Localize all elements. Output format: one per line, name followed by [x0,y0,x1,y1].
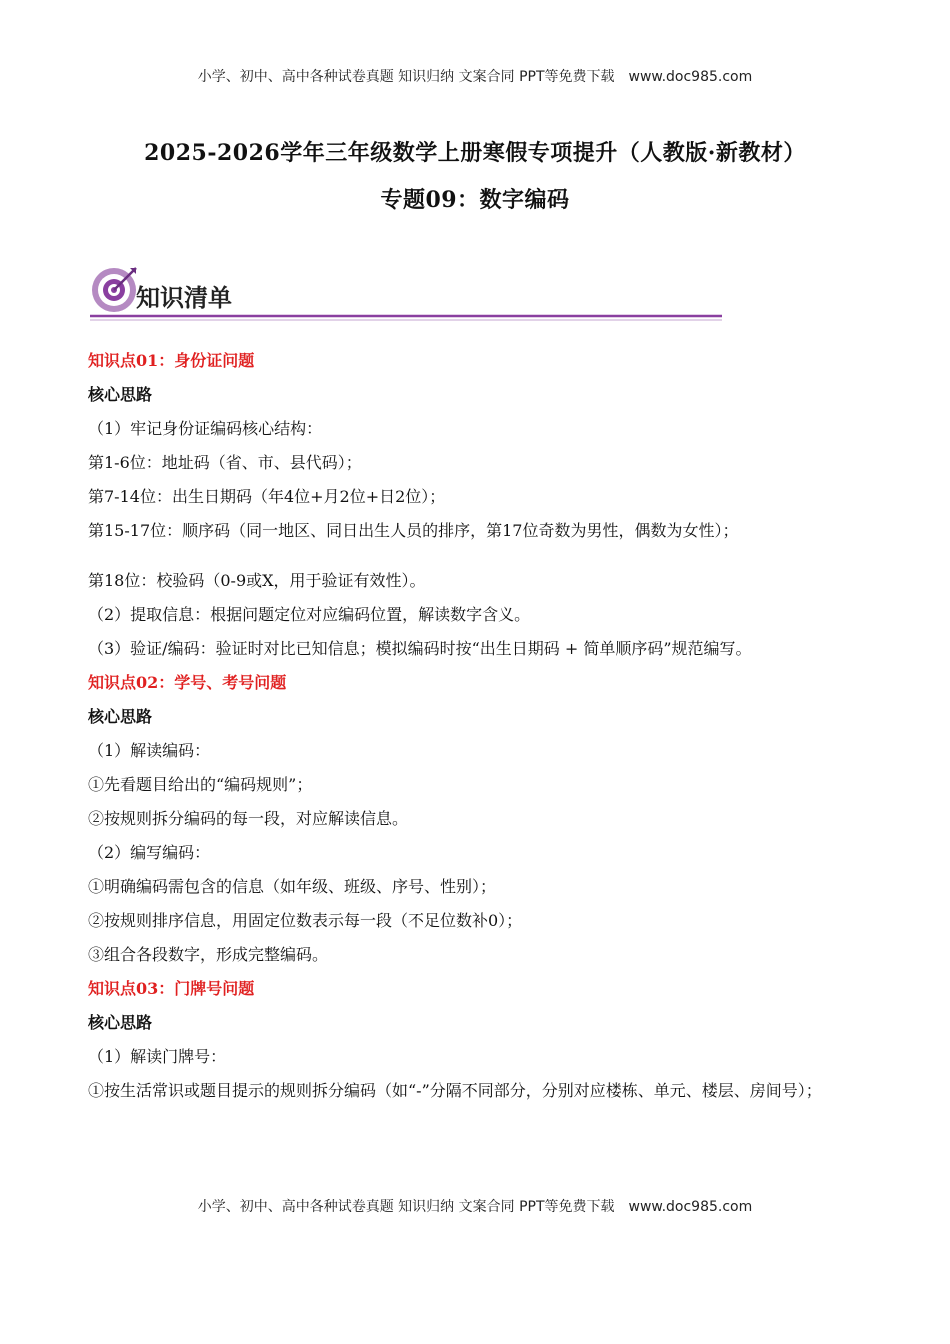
kp1-line: （2）提取信息：根据问题定位对应编码位置，解读数字含义。 [88,605,531,624]
footer-text: 小学、初中、高中各种试卷真题 知识归纳 文案合同 PPT等免费下载 [197,1199,615,1215]
kp3-line: ①按生活常识或题目提示的规则拆分编码（如“-”分隔不同部分，分别对应楼栋、单元、楼层、房间号）； [88,1081,822,1100]
kp2-line: ②按规则排序信息，用固定位数表示每一段（不足位数补0）； [88,911,523,930]
kp3-core: 核心思路 [88,1013,153,1032]
kp1-line: （3）验证/编码：验证时对比已知信息；模拟编码时按“出生日期码 + 简单顺序码”规范编写。 [88,639,752,658]
kp2-line: ①明确编码需包含的信息（如年级、班级、序号、性别）； [88,877,497,896]
kp2-line: （1）解读编码： [88,741,211,760]
header-text: 小学、初中、高中各种试卷真题 知识归纳 文案合同 PPT等免费下载 [197,69,615,85]
kp2-line: ②按规则拆分编码的每一段，对应解读信息。 [88,809,409,828]
kp2-heading: 知识点02：学号、考号问题 [88,673,287,692]
kp1-line: 第7-14位：出生日期码（年4位+月2位+日2位）； [88,487,446,506]
kp1-line: 第15-17位：顺序码（同一地区、同日出生人员的排序，第17位奇数为男性，偶数为女性）； [88,521,739,540]
kp2-line: （2）编写编码： [88,843,211,862]
kp1-line: 第1-6位：地址码（省、市、县代码）； [88,453,362,472]
document-title: 2025-2026学年三年级数学上册寒假专项提升（人教版·新教材） [144,140,806,166]
target-icon [92,268,136,312]
document-subtitle: 专题09：数字编码 [380,187,570,213]
kp1-heading: 知识点01：身份证问题 [88,351,255,370]
kp1-line: 第18位：校验码（0-9或X，用于验证有效性）。 [88,571,426,590]
kp1-core: 核心思路 [88,385,153,404]
header-url[interactable]: www.doc985.com [628,69,753,85]
kp1-line: （1）牢记身份证编码核心结构： [88,419,323,438]
footer-url[interactable]: www.doc985.com [628,1199,753,1215]
kp3-heading: 知识点03：门牌号问题 [88,979,255,998]
page-header [0,66,950,86]
page-footer [0,1196,950,1216]
kp2-line: ①先看题目给出的“编码规则”； [88,775,313,794]
banner-title: 知识清单 [136,284,232,312]
kp3-line: （1）解读门牌号： [88,1047,227,1066]
document-body [88,344,878,1108]
kp2-core: 核心思路 [88,707,153,726]
kp2-line: ③组合各段数字，形成完整编码。 [88,945,329,964]
